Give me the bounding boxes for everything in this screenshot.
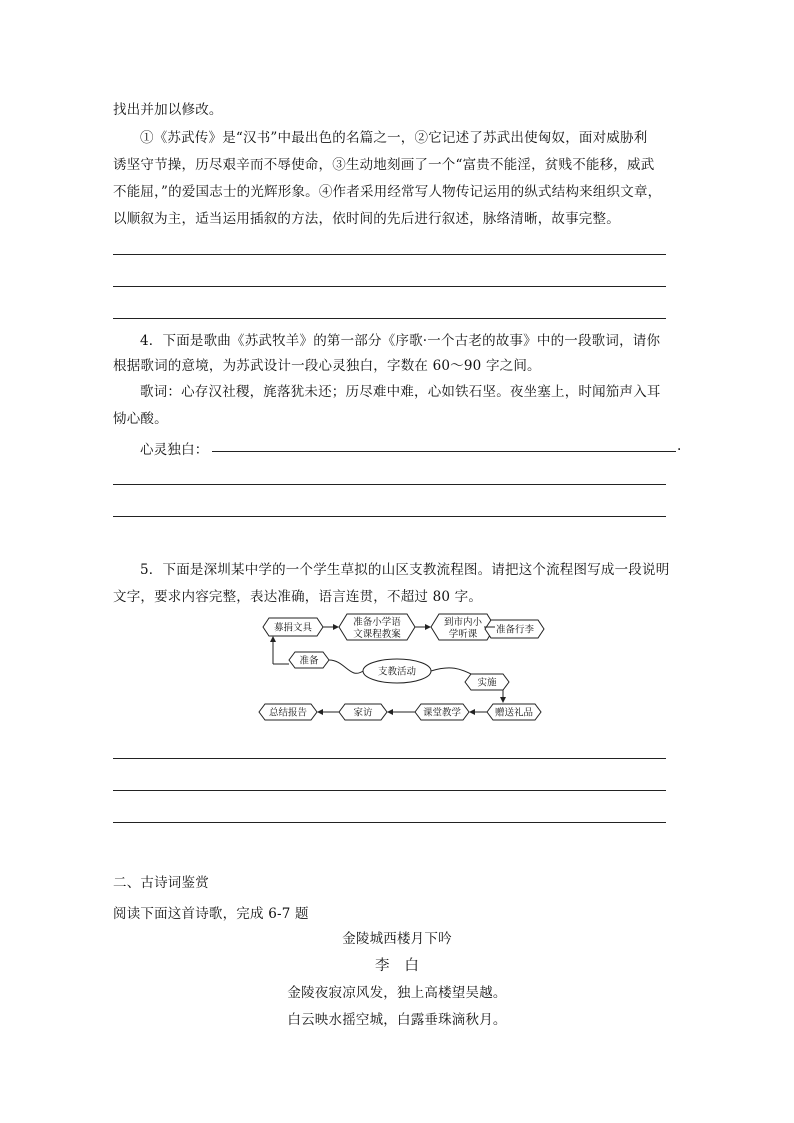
answer-line[interactable] xyxy=(113,286,666,287)
flow-text: 总结报告 xyxy=(268,707,308,719)
answer-line[interactable] xyxy=(113,516,666,517)
flow-text: 学听课 xyxy=(448,629,478,640)
q5-text-line: 文字，要求内容完整，表达准确，语言连贯，不超过 80 字。 xyxy=(113,589,483,605)
q4-text-line: 根据歌词的意境，为苏武设计一段心灵独白，字数在 60～90 字之间。 xyxy=(113,358,541,374)
poem-author: 李 白 xyxy=(374,958,420,974)
flow-text: 赠送礼品 xyxy=(494,707,534,719)
flow-text: 募捐文具 xyxy=(273,622,313,634)
poem-title: 金陵城西楼月下吟 xyxy=(342,931,452,947)
q3-text-line: 不能屈，”的爱国志士的光辉形象。④作者采用经常写人物传记运用的纵式结构来组织文章， xyxy=(113,184,662,200)
q4-text-line: 恸心酸。 xyxy=(113,411,168,427)
answer-line[interactable] xyxy=(212,451,676,452)
flow-text: 到市内小 xyxy=(443,617,483,628)
answer-line[interactable] xyxy=(113,758,666,759)
section-heading: 二、古诗词鉴赏 xyxy=(113,875,209,891)
q4-text-line: 歌词：心存汉社稷，旄落犹未还；历尽难中难，心如铁石坚。夜坐塞上，时闻笳声入耳 xyxy=(140,384,661,400)
flow-text: 准备行李 xyxy=(495,624,535,636)
poem-line: 白云映水摇空城，白露垂珠滴秋月。 xyxy=(287,1012,507,1028)
answer-line[interactable] xyxy=(113,822,666,823)
q5-text-line: 5．下面是深圳某中学的一个学生草拟的山区支教流程图。请把这个流程图写成一段说明 xyxy=(140,562,670,578)
flowchart xyxy=(255,610,545,730)
q4-text-line: 4．下面是歌曲《苏武牧羊》的第一部分《序歌·一个古老的故事》中的一段歌词，请你 xyxy=(140,333,661,349)
flow-text: 准备小学语 xyxy=(353,617,401,628)
flow-text: 实施 xyxy=(477,677,497,689)
flow-text: 课堂教学 xyxy=(422,707,462,719)
q4-answer-label: 心灵独白： xyxy=(140,442,209,458)
answer-line[interactable] xyxy=(113,484,666,485)
q3-text-line: 以顺叙为主，适当运用插叙的方法，依时间的先后进行叙述，脉络清晰，故事完整。 xyxy=(113,211,620,227)
flow-text: 支教活动 xyxy=(377,666,417,678)
q3-text-line: 诱坚守节操，历尽艰辛而不辱使命，③生动地刻画了一个“富贵不能淫，贫贱不能移，威武 xyxy=(113,157,655,173)
poem-line: 金陵夜寂凉风发，独上高楼望吴越。 xyxy=(287,985,507,1001)
answer-line[interactable] xyxy=(113,254,666,255)
flow-text: 家访 xyxy=(353,707,373,719)
section-intro: 阅读下面这首诗歌，完成 6-7 题 xyxy=(113,906,309,922)
q3-text-line: 找出并加以修改。 xyxy=(113,102,223,118)
q3-text-line: ①《苏武传》是“汉书”中最出色的名篇之一，②它记述了苏武出使匈奴，面对威胁利 xyxy=(140,130,648,146)
answer-line[interactable] xyxy=(113,318,666,319)
flow-text: 文课程教案 xyxy=(353,629,401,640)
answer-line[interactable] xyxy=(113,790,666,791)
flow-text: 准备 xyxy=(299,655,319,667)
q4-end-mark: . xyxy=(677,438,682,454)
